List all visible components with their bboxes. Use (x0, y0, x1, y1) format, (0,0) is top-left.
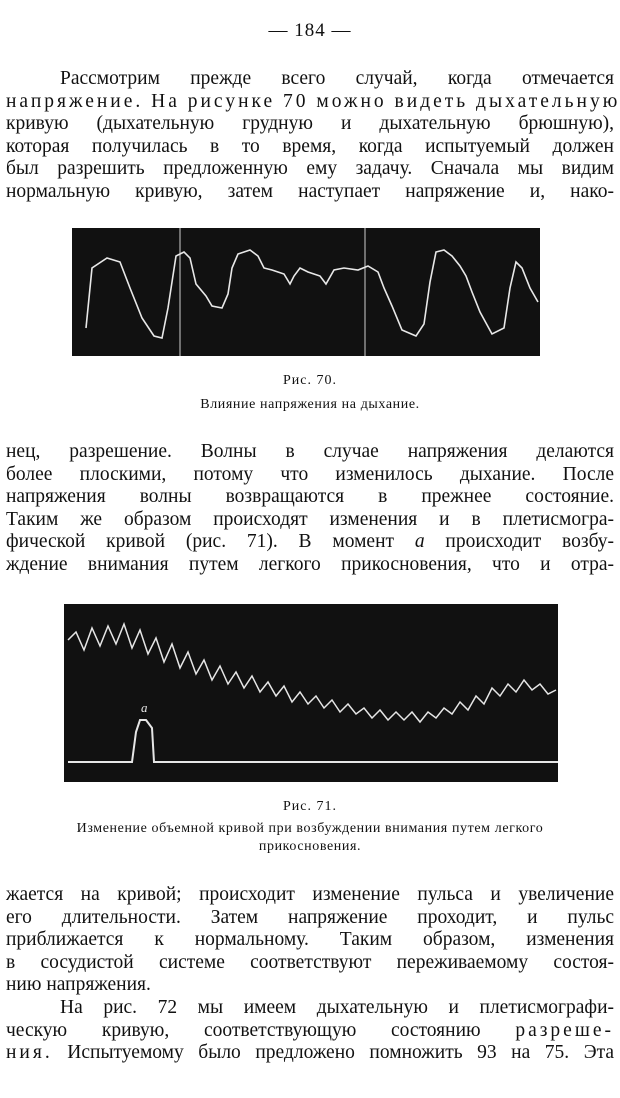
text-line: был разрешить предложенную ему задачу. Сначала мы видим (6, 158, 614, 180)
text-line: ждение внимания путем легкого прикосновения, что и отра- (6, 553, 614, 575)
text-line: фической кривой (рис. 71). В момент a происходит возбу- (6, 531, 615, 553)
text-line: приближается к нормальному. Таким образом, изменения (6, 929, 614, 951)
figure-70-respiration-curve (72, 228, 540, 356)
text-line: которая получилась в то время, когда испытуемый должен (6, 135, 614, 157)
figure-70-label: Рис. 70. (283, 373, 337, 388)
text-line: ческую кривую, соответствующую состоянию разреше- (6, 1019, 615, 1041)
text-line: его длительности. Затем напряжение проходит, и пульс (6, 906, 614, 928)
text-line: напряжения волны возвращаются в прежнее состояние. (6, 486, 614, 508)
text-line: нец, разрешение. Волны в случае напряжения делаются (6, 441, 614, 462)
text-line: напряжение. На рисунке 70 можно видеть дыхательную (6, 90, 620, 112)
paragraph-4 (6, 997, 614, 1065)
text-line: Таким же образом происходят изменения и в плетисмогра- (6, 508, 614, 530)
moment-a-marker: a (414, 531, 425, 553)
text-line: жается на кривой; происходит изменение пульса и увеличение (6, 884, 614, 905)
paragraph-1 (6, 68, 620, 204)
text-line: в сосудистой системе соответствуют переживаемому состоя- (6, 951, 614, 973)
text-line: кривую (дыхательную грудную и дыхательную брюшную), (6, 113, 614, 135)
figure-70-caption: Влияние напряжения на дыхание. (200, 397, 420, 412)
plethysmograph-trace-image (64, 604, 558, 782)
respiration-trace-image (72, 228, 540, 356)
text-line: Рассмотрим прежде всего случай, когда отмечается (60, 68, 614, 89)
moment-a-label: a (141, 700, 148, 715)
text-line: нормальную кривую, затем наступает напряжение и, нако- (6, 180, 614, 202)
figure-71-volume-curve (64, 604, 558, 782)
figure-71-caption-line-2: прикосновения. (258, 839, 362, 854)
text-line: ния. Испытуемому было предложено помножить 93 на 75. Эта (6, 1042, 614, 1064)
paragraph-3 (6, 884, 614, 997)
figure-71-label: Рис. 71. (283, 799, 337, 814)
figure-71-caption-line-1: Изменение объемной кривой при возбуждении внимания путем легкого (76, 821, 544, 836)
text-line: На рис. 72 мы имеем дыхательную и плетисмографи- (60, 997, 614, 1018)
text-line: более плоскими, потому что изменилось дыхание. После (6, 463, 614, 485)
page-number: — 184 — (268, 20, 352, 41)
text-line: нию напряжения. (6, 974, 151, 996)
paragraph-2 (6, 441, 614, 577)
